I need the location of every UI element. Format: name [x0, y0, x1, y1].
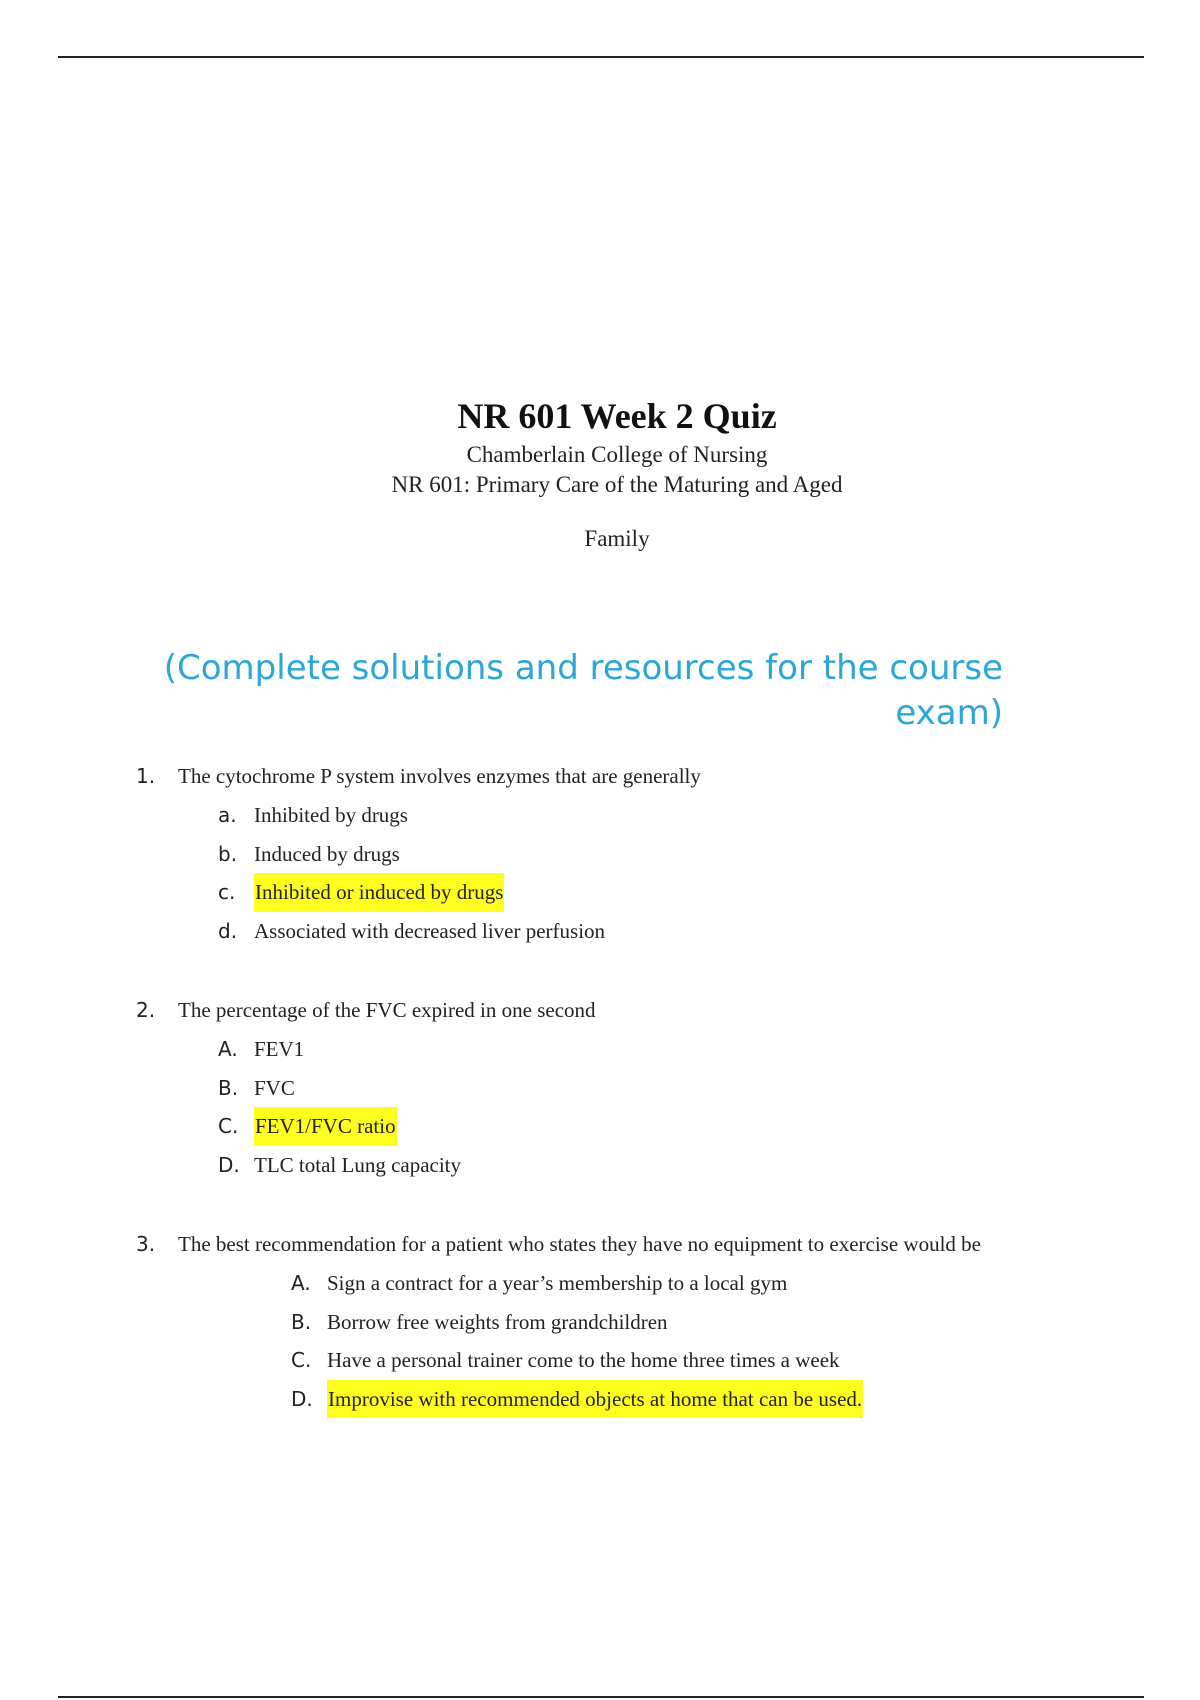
course-name: NR 601: Primary Care of the Maturing and Aged	[391, 472, 843, 497]
question-number: 1.	[136, 764, 156, 788]
option-text: TLC total Lung capacity	[254, 1152, 462, 1177]
question-text: The best recommendation for a patient who states they have no equipment to exercise would be	[178, 1232, 981, 1256]
option-letter: D.	[291, 1386, 313, 1411]
question-3	[0, 1225, 1200, 1418]
answer-option	[0, 1303, 1200, 1342]
option-letter: B.	[218, 1075, 239, 1100]
option-text-highlighted: Improvise with recommended objects at home that can be used.	[327, 1380, 863, 1419]
option-letter: b.	[218, 841, 238, 866]
question-1	[0, 757, 1200, 950]
option-text-highlighted: FEV1/FVC ratio	[254, 1107, 397, 1146]
question-number: 3.	[136, 1232, 156, 1256]
promo-text: (Complete solutions and resources for the course exam)	[163, 648, 1003, 733]
option-text: Inhibited by drugs	[254, 803, 408, 827]
answer-option	[0, 912, 1200, 951]
answer-option	[0, 1069, 1200, 1108]
title-block	[0, 392, 1200, 554]
option-letter: A.	[291, 1271, 311, 1295]
question-stem	[0, 757, 1200, 796]
option-text: Induced by drugs	[254, 841, 400, 866]
bottom-rule	[58, 1696, 1144, 1698]
option-text: FEV1	[254, 1037, 305, 1061]
answer-option	[0, 1341, 1200, 1380]
question-2	[0, 991, 1200, 1184]
option-text: Borrow free weights from grandchildren	[327, 1309, 668, 1334]
answer-option	[0, 1030, 1200, 1069]
answer-option	[0, 835, 1200, 874]
question-text: The percentage of the FVC expired in one second	[178, 998, 596, 1022]
question-number: 2.	[136, 998, 156, 1022]
answer-option-correct	[0, 1380, 1200, 1419]
top-rule	[58, 56, 1144, 58]
option-text-highlighted: Inhibited or induced by drugs	[254, 873, 504, 912]
option-letter: B.	[291, 1309, 312, 1334]
promo-banner	[150, 646, 1003, 736]
option-text: Associated with decreased liver perfusion	[254, 918, 606, 943]
answer-option-correct	[0, 873, 1200, 912]
answer-option	[0, 1264, 1200, 1303]
question-stem	[0, 991, 1200, 1030]
answer-option	[0, 1146, 1200, 1185]
option-letter: c.	[218, 880, 236, 904]
course-name-continued: Family	[584, 526, 650, 551]
option-letter: a.	[218, 803, 237, 827]
question-text: The cytochrome P system involves enzymes that are generally	[178, 764, 701, 788]
option-text: Have a personal trainer come to the home three times a week	[327, 1348, 840, 1372]
option-text: FVC	[254, 1075, 295, 1100]
document-title: NR 601 Week 2 Quiz	[457, 396, 777, 436]
institution-name: Chamberlain College of Nursing	[466, 442, 768, 467]
option-letter: A.	[218, 1037, 238, 1061]
option-letter: D.	[218, 1152, 240, 1177]
question-stem	[0, 1225, 1200, 1264]
option-letter: d.	[218, 918, 238, 943]
option-text: Sign a contract for a year’s membership to a local gym	[327, 1271, 788, 1295]
option-letter: C.	[291, 1348, 312, 1372]
option-letter: C.	[218, 1114, 239, 1138]
answer-option-correct	[0, 1107, 1200, 1146]
answer-option	[0, 796, 1200, 835]
